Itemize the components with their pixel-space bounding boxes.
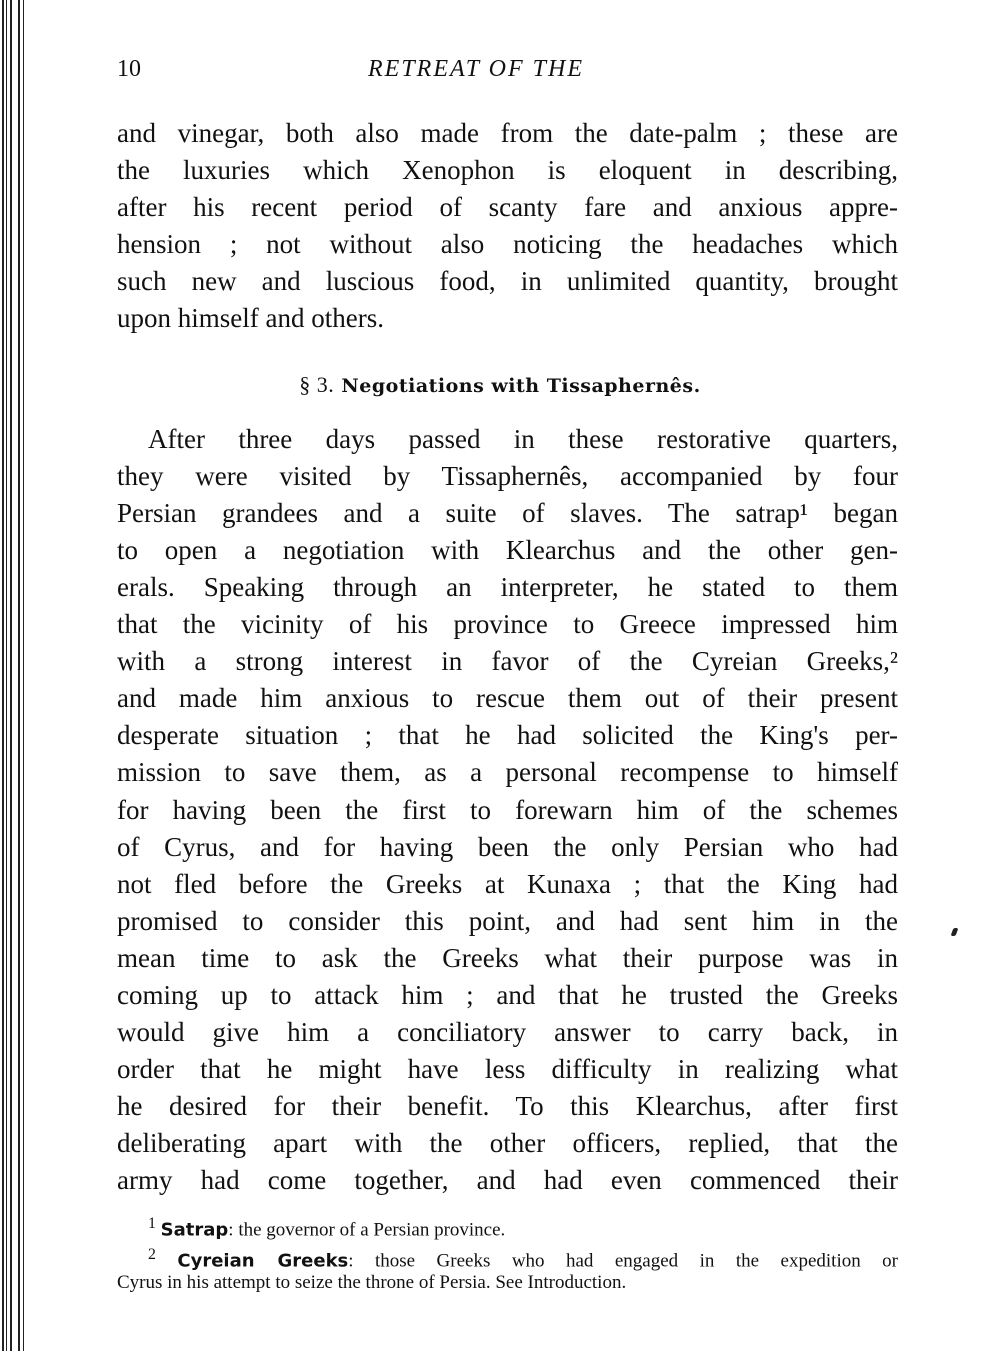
- section-symbol: § 3.: [299, 372, 335, 397]
- text-line: that the vicinity of his province to Greece impressed him: [117, 609, 898, 640]
- text-line: and made him anxious to rescue them out of their present: [117, 683, 898, 714]
- text-line: Persian grandees and a suite of slaves. The satrap¹ began: [117, 498, 898, 529]
- text-line: order that he might have less difficulty in realizing what: [117, 1053, 898, 1084]
- text-line: desperate situation ; that he had solicited the King's per-: [117, 720, 898, 751]
- text-line: they were visited by Tissaphernês, accompanied by four: [117, 461, 898, 492]
- text-line: would give him a conciliatory answer to carry back, in: [117, 1016, 898, 1047]
- text-line: mean time to ask the Greeks what their purpose was in: [117, 942, 898, 973]
- section-title: Negotiations with Tissaphernês.: [341, 375, 701, 397]
- footnote-2-continuation: Cyrus in his attempt to seize the throne of Persia. See Introduction.: [117, 1272, 627, 1293]
- ink-speck: [951, 928, 959, 936]
- text-line: upon himself and others.: [117, 303, 384, 333]
- footnote-2: [148, 1243, 898, 1273]
- footnote-text: : those Greeks who had engaged in the expedition or: [348, 1250, 898, 1272]
- text-line: to open a negotiation with Klearchus and the other gen-: [117, 535, 898, 566]
- text-line: with a strong interest in favor of the Cyreian Greeks,²: [117, 646, 898, 677]
- footnote-mark: 2: [148, 1246, 156, 1263]
- running-head: RETREAT OF THE: [368, 56, 585, 82]
- footnote-mark: 1: [148, 1215, 156, 1232]
- footnote-text: : the governor of a Persian province.: [228, 1219, 506, 1241]
- text-line: erals. Speaking through an interpreter, he stated to them: [117, 572, 898, 603]
- text-line: for having been the first to forewarn him of the schemes: [117, 794, 898, 825]
- text-line: and vinegar, both also made from the date-palm ; these are: [117, 118, 898, 148]
- text-line: the luxuries which Xenophon is eloquent in describing,: [117, 155, 898, 185]
- footnote-term: Satrap: [160, 1219, 229, 1241]
- text-line: After three days passed in these restorative quarters,: [148, 424, 898, 454]
- text-line: such new and luscious food, in unlimited quantity, brought: [117, 266, 898, 296]
- footnote-1: [148, 1212, 505, 1242]
- text-line: promised to consider this point, and had sent him in the: [117, 905, 898, 936]
- book-binding-edge: [0, 0, 26, 1351]
- text-line: deliberating apart with the other officers, replied, that the: [117, 1127, 898, 1158]
- footnote-term: Cyreian Greeks: [177, 1250, 349, 1272]
- text-line: he desired for their benefit. To this Klearchus, after first: [117, 1090, 898, 1121]
- text-line: mission to save them, as a personal recompense to himself: [117, 757, 898, 788]
- page-number: 10: [117, 56, 141, 82]
- text-line: army had come together, and had even commenced their: [117, 1165, 898, 1195]
- text-line: not fled before the Greeks at Kunaxa ; that the King had: [117, 868, 898, 899]
- text-line: coming up to attack him ; and that he trusted the Greeks: [117, 979, 898, 1010]
- text-line: of Cyrus, and for having been the only Persian who had: [117, 831, 898, 862]
- section-heading: [0, 372, 1000, 398]
- text-line: hension ; not without also noticing the headaches which: [117, 229, 898, 259]
- text-line: after his recent period of scanty fare and anxious appre-: [117, 192, 898, 222]
